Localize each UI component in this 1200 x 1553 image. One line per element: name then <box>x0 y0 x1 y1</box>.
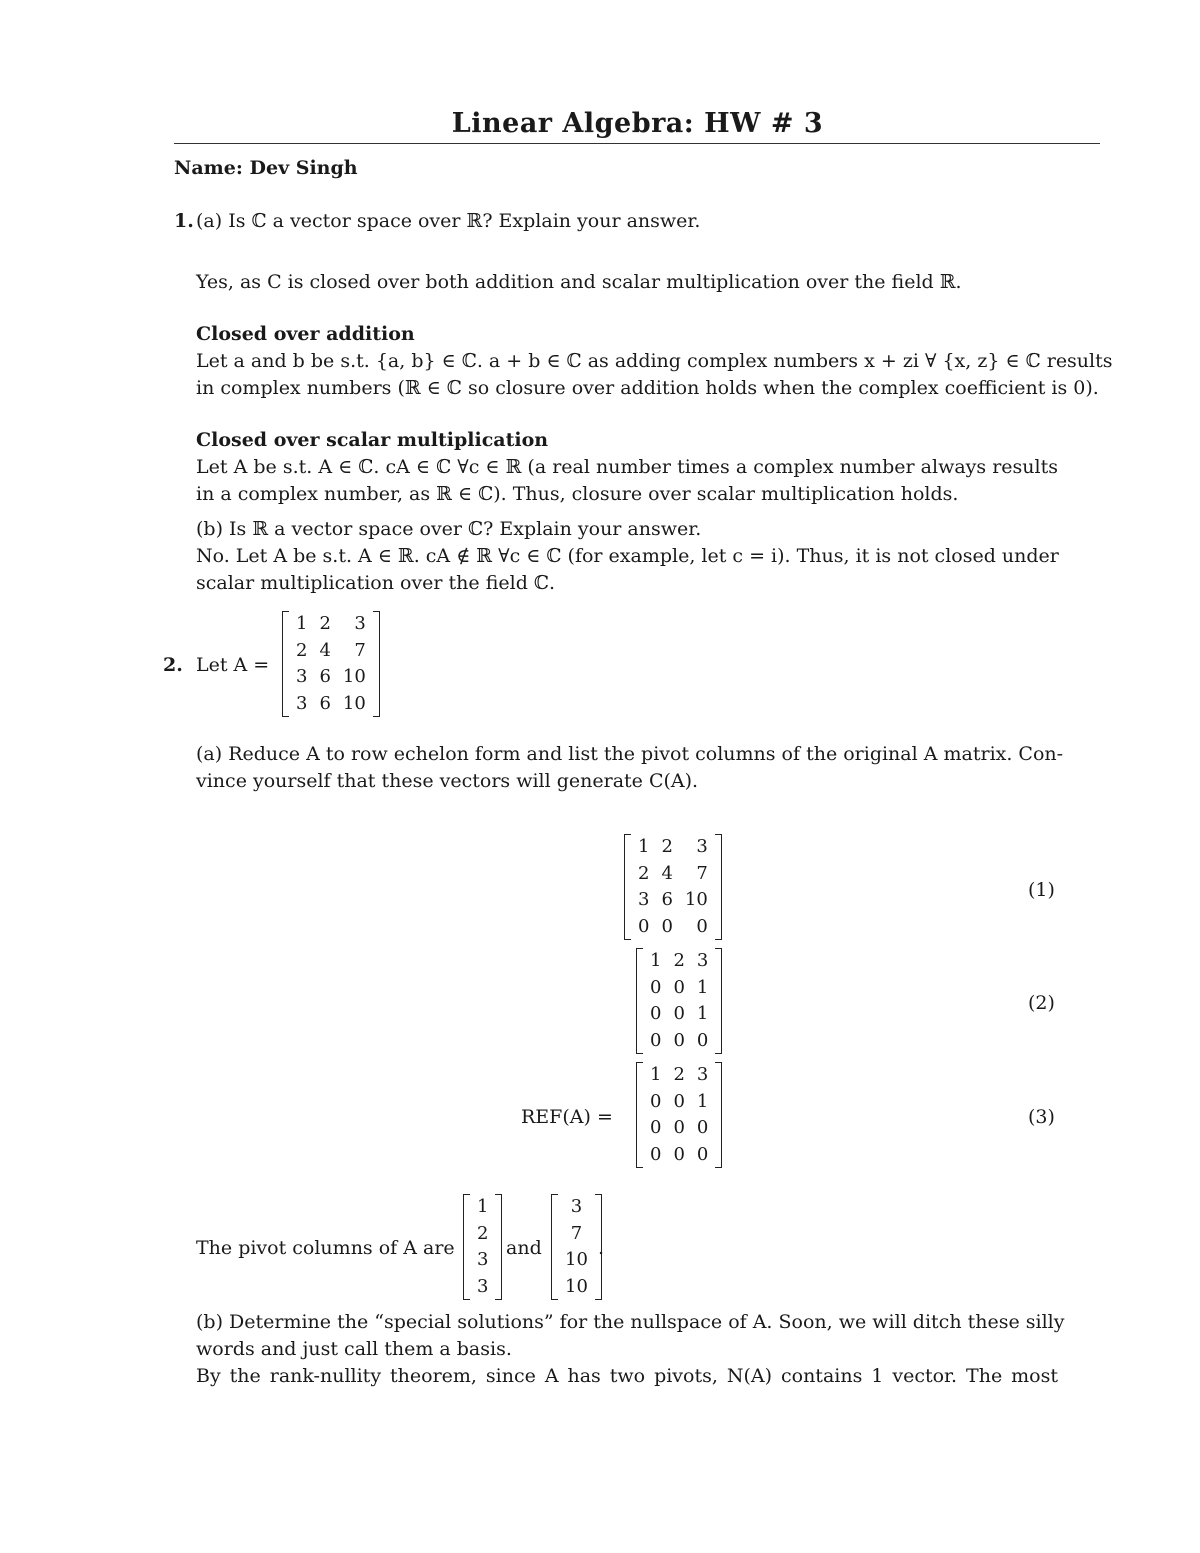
matrix-row <box>559 1194 594 1221</box>
matrix-entry: 0 <box>696 1029 709 1051</box>
pivot-columns-text: The pivot columns of A are <box>196 1237 455 1259</box>
matrix-entry: 10 <box>684 889 708 910</box>
matrix-row <box>290 664 372 691</box>
scalar-line-1: Let A be s.t. A ∈ ℂ. cA ∈ ℂ ∀c ∈ ℝ (a real number times a complex number always results <box>196 456 1058 478</box>
matrix-entry: 0 <box>661 915 673 937</box>
addition-line-2: in complex numbers (ℝ ∈ ℂ so closure over addition holds when the complex coefficient is 0). <box>196 377 1099 399</box>
matrix-entry: 0 <box>696 1117 709 1138</box>
problem-1a-question: (a) Is ℂ a vector space over ℝ? Explain your answer. <box>196 210 701 232</box>
matrix-a <box>282 611 380 717</box>
problem-2a-line-2: vince yourself that these vectors will generate C(A). <box>196 770 699 792</box>
matrix-row <box>644 1089 714 1116</box>
matrix-entry: 1 <box>650 950 662 971</box>
matrix-row <box>559 1247 594 1274</box>
matrix-entry: 10 <box>342 692 366 714</box>
matrix-entry: 3 <box>696 950 709 971</box>
addition-line-1: Let a and b be s.t. {a, b} ∈ ℂ. a + b ∈ ℂ as adding complex numbers x + zi ∀ {x, z} ∈ ℂ results <box>196 350 1113 372</box>
ref-matrix <box>636 1062 722 1168</box>
problem-2a-line-1: (a) Reduce A to row echelon form and list the pivot columns of the original A matrix. Con- <box>196 743 1064 765</box>
matrix-entry: 2 <box>673 1064 685 1085</box>
matrix-row <box>644 1115 714 1142</box>
equation-number-3: (3) <box>1028 1106 1055 1128</box>
matrix-entry: 1 <box>696 976 709 998</box>
matrix-entry: 6 <box>319 692 331 714</box>
matrix-entry: 0 <box>650 1143 662 1165</box>
matrix-entry: 10 <box>342 666 366 687</box>
matrix-row <box>290 638 372 665</box>
matrix-entry: 10 <box>565 1249 588 1270</box>
ref-label: REF(A) = <box>521 1106 613 1128</box>
matrix-entry: 4 <box>319 639 331 661</box>
matrix-entry: 0 <box>650 1029 662 1051</box>
matrix-entry: 0 <box>650 1090 662 1112</box>
scalar-line-2: in a complex number, as ℝ ∈ ℂ). Thus, closure over scalar multiplication holds. <box>196 483 959 505</box>
matrix-entry: 2 <box>638 862 650 884</box>
matrix-row <box>644 1028 714 1055</box>
pivot-column-2 <box>551 1194 605 1300</box>
matrix-entry: 3 <box>296 666 308 687</box>
problem-2b-line-3: By the rank-nullity theorem, since A has two pivots, N(A) contains 1 vector. The most <box>196 1365 1058 1387</box>
scalar-heading: Closed over scalar multiplication <box>196 429 549 451</box>
problem-2b-line-1: (b) Determine the “special solutions” for the nullspace of A. Soon, we will ditch these silly <box>196 1311 1065 1333</box>
matrix-row <box>644 1001 714 1028</box>
matrix-row <box>632 887 714 914</box>
matrix-entry: 1 <box>638 836 650 857</box>
matrix-entry: 0 <box>673 1090 685 1112</box>
matrix-row <box>471 1221 494 1248</box>
title-rule <box>174 143 1100 144</box>
matrix-entry: 7 <box>354 639 366 661</box>
pivot-column-1 <box>463 1194 502 1300</box>
pivot-period: . <box>598 1237 605 1259</box>
matrix-row <box>471 1194 494 1221</box>
matrix-entry: 3 <box>696 1064 709 1085</box>
let-a-label: Let A = <box>196 654 270 676</box>
matrix-entry: 7 <box>570 1222 583 1244</box>
matrix-entry: 1 <box>696 1003 709 1024</box>
matrix-row <box>632 914 714 941</box>
matrix-entry: 3 <box>296 692 308 714</box>
matrix-entry: 7 <box>696 862 708 884</box>
matrix-row <box>632 861 714 888</box>
equation-number-2: (2) <box>1028 992 1055 1014</box>
pivot-and-text: and <box>506 1237 542 1259</box>
matrix-row <box>471 1274 494 1301</box>
matrix-entry: 0 <box>673 976 685 998</box>
matrix-row <box>644 975 714 1002</box>
problem-1b-line-2: scalar multiplication over the field ℂ. <box>196 572 556 594</box>
matrix-entry: 3 <box>638 889 650 910</box>
matrix-entry: 1 <box>296 613 308 634</box>
matrix-row <box>644 948 714 975</box>
page-title: Linear Algebra: HW # 3 <box>451 108 824 139</box>
reduction-step-1-matrix <box>624 834 722 940</box>
matrix-entry: 3 <box>477 1275 489 1297</box>
student-name: Name: Dev Singh <box>174 157 358 179</box>
matrix-entry: 2 <box>477 1222 489 1244</box>
problem-1b-question: (b) Is ℝ a vector space over ℂ? Explain your answer. <box>196 518 702 540</box>
matrix-entry: 0 <box>696 915 708 937</box>
matrix-entry: 2 <box>319 613 331 634</box>
matrix-entry: 2 <box>296 639 308 661</box>
matrix-row <box>290 691 372 718</box>
matrix-entry: 0 <box>673 1029 685 1051</box>
matrix-row <box>644 1142 714 1169</box>
matrix-entry: 3 <box>354 613 366 634</box>
matrix-entry: 10 <box>565 1275 588 1297</box>
matrix-row <box>559 1274 594 1301</box>
problem-1b-line-1: No. Let A be s.t. A ∈ ℝ. cA ∉ ℝ ∀c ∈ ℂ (for example, let c = i). Thus, it is not closed under <box>196 545 1059 567</box>
matrix-entry: 2 <box>673 950 685 971</box>
matrix-entry: 1 <box>477 1196 489 1217</box>
matrix-entry: 0 <box>696 1143 709 1165</box>
matrix-entry: 0 <box>650 976 662 998</box>
matrix-entry: 4 <box>661 862 673 884</box>
matrix-entry: 6 <box>661 889 673 910</box>
matrix-entry: 1 <box>696 1090 709 1112</box>
matrix-entry: 3 <box>696 836 708 857</box>
matrix-entry: 0 <box>650 1117 662 1138</box>
problem-2b-line-2: words and just call them a basis. <box>196 1338 512 1360</box>
problem-1a-answer: Yes, as C is closed over both addition and scalar multiplication over the field ℝ. <box>196 271 962 293</box>
matrix-entry: 0 <box>673 1143 685 1165</box>
equation-number-1: (1) <box>1028 879 1055 901</box>
reduction-step-2-matrix <box>636 948 722 1054</box>
matrix-row <box>559 1221 594 1248</box>
problem-2-number: 2. <box>163 654 183 676</box>
matrix-entry: 2 <box>661 836 673 857</box>
matrix-entry: 3 <box>570 1196 583 1217</box>
matrix-entry: 0 <box>673 1003 685 1024</box>
matrix-entry: 0 <box>673 1117 685 1138</box>
matrix-entry: 0 <box>650 1003 662 1024</box>
matrix-row <box>471 1247 494 1274</box>
matrix-row <box>644 1062 714 1089</box>
matrix-entry: 0 <box>638 915 650 937</box>
matrix-entry: 1 <box>650 1064 662 1085</box>
problem-1-number: 1. <box>174 210 194 232</box>
addition-heading: Closed over addition <box>196 323 415 345</box>
matrix-row <box>632 834 714 861</box>
matrix-row <box>290 611 372 638</box>
matrix-entry: 3 <box>477 1249 489 1270</box>
matrix-entry: 6 <box>319 666 331 687</box>
